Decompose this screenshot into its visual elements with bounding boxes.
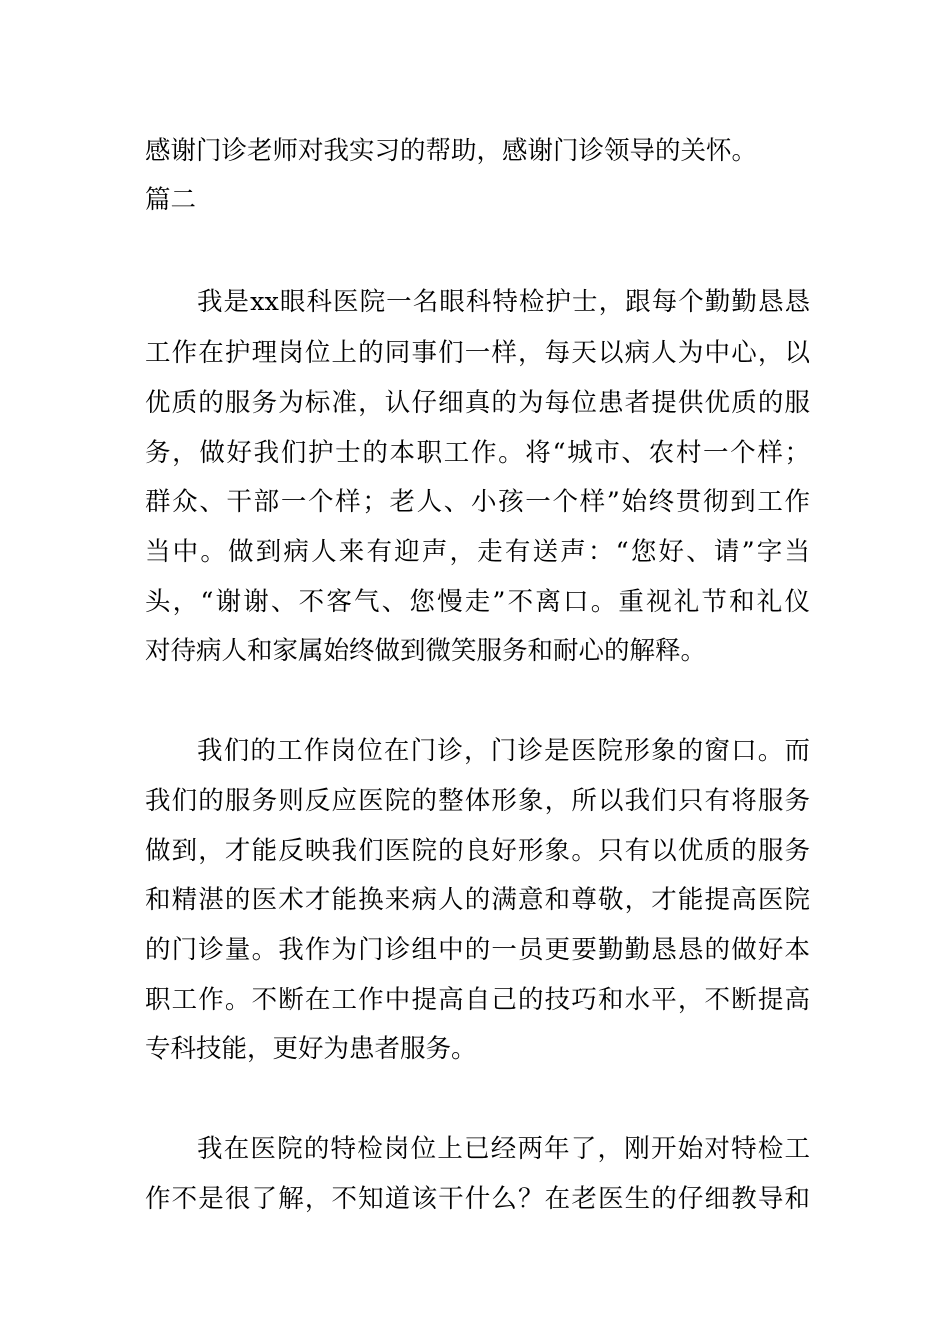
- paragraph-line: 和精湛的医术才能换来病人的满意和尊敬，才能提高医院: [145, 885, 810, 915]
- paragraph-line: 作不是很了解，不知道该干什么？在老医生的仔细教导和: [145, 1184, 810, 1214]
- paragraph-line: 我们的服务则反应医院的整体形象，所以我们只有将服务: [145, 786, 810, 816]
- paragraph-line: 优质的服务为标准，认仔细真的为每位患者提供优质的服: [145, 388, 810, 418]
- paragraph-line: 的门诊量。我作为门诊组中的一员更要勤勤恳恳的做好本: [145, 935, 810, 965]
- paragraph-line: 工作在护理岗位上的同事们一样，每天以病人为中心，以: [145, 338, 810, 368]
- paragraph-line: 务，做好我们护士的本职工作。将“城市、农村一个样；: [145, 438, 810, 468]
- section-heading: 篇二: [145, 185, 197, 215]
- paragraph-line: 群众、干部一个样；老人、小孩一个样”始终贯彻到工作: [145, 487, 810, 517]
- paragraph-line: 感谢门诊老师对我实习的帮助，感谢门诊领导的关怀。: [145, 136, 758, 166]
- paragraph-line: 我们的工作岗位在门诊，门诊是医院形象的窗口。而: [197, 736, 810, 766]
- paragraph-line: 当中。做到病人来有迎声，走有送声：“您好、请”字当: [145, 537, 810, 567]
- paragraph-line: 职工作。不断在工作中提高自己的技巧和水平，不断提高: [145, 985, 810, 1015]
- paragraph-line: 我在医院的特检岗位上已经两年了，刚开始对特检工: [197, 1134, 810, 1164]
- paragraph-line: 我是xx眼科医院一名眼科特检护士，跟每个勤勤恳恳: [197, 287, 810, 317]
- paragraph-line: 对待病人和家属始终做到微笑服务和耐心的解释。: [145, 636, 707, 666]
- paragraph-line: 头，“谢谢、不客气、您慢走”不离口。重视礼节和礼仪: [145, 587, 810, 617]
- paragraph-line: 做到，才能反映我们医院的良好形象。只有以优质的服务: [145, 836, 810, 866]
- paragraph-line: 专科技能，更好为患者服务。: [145, 1034, 477, 1064]
